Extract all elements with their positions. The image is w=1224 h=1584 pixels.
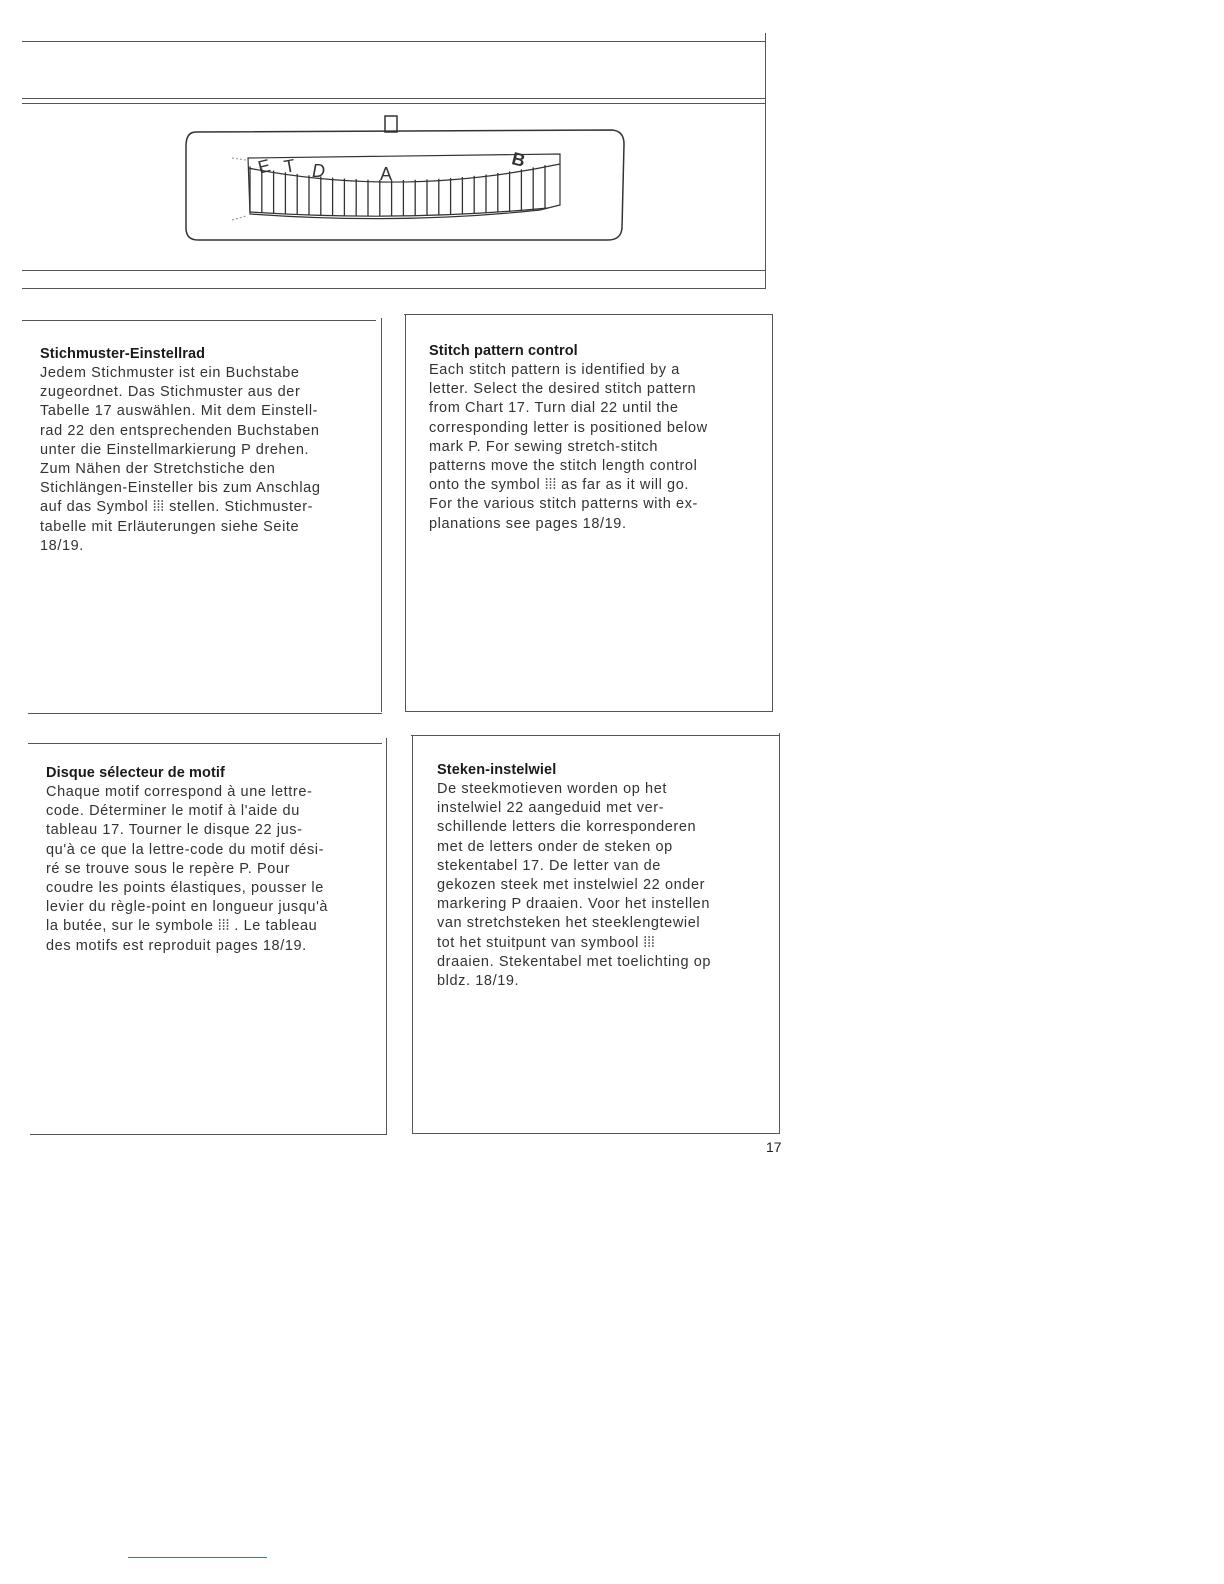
stitch-dial-illustration bbox=[0, 0, 1224, 320]
panel-de-top bbox=[22, 320, 376, 321]
dial-letter-d: D bbox=[312, 161, 325, 181]
section-title-en: Stitch pattern control bbox=[429, 343, 578, 359]
page-number: 17 bbox=[766, 1139, 782, 1155]
section-title-de: Stichmuster-Einstellrad bbox=[40, 346, 206, 362]
dial-letter-a: A bbox=[380, 164, 393, 184]
panel-de bbox=[40, 346, 376, 556]
mark-p-indicator bbox=[385, 116, 397, 132]
panel-nl bbox=[437, 762, 773, 991]
section-body-fr: Chaque motif correspond à une lettre- code. Déterminer le motif à l'aide du tableau 17. Tourner le disque 22 jus- qu'à ce que la lettre-code du motif dési- ré se trouve sous le repère P. Pour coudre les points élastiques, pousser le levier du règle-point en longueur jusqu'à la butée, sur le symbole ⦙⦙⦙ . Le tableau des motifs est reproduit pages 18/19. bbox=[46, 784, 329, 954]
panel-nl-top bbox=[411, 735, 779, 736]
panel-de-bottom bbox=[28, 713, 382, 714]
footer-rule bbox=[128, 1557, 267, 1558]
panel-fr-bottom bbox=[30, 1134, 387, 1135]
panel-nl-left bbox=[412, 735, 413, 1133]
panel-en-left bbox=[405, 314, 406, 712]
panel-fr-top bbox=[28, 743, 382, 744]
panel-en-bottom bbox=[405, 711, 773, 712]
section-title-nl: Steken-instelwiel bbox=[437, 762, 557, 778]
section-body-en: Each stitch pattern is identified by a letter. Select the desired stitch pattern from Chart 17. Turn dial 22 until the corresponding letter is positioned below mark P. For sewing stretch-stitch patterns move the stitch length control onto the symbol ⦙⦙⦙ as far as it will go. For the various stitch patterns with ex- planations see pages 18/19. bbox=[429, 362, 708, 532]
panel-de-right bbox=[381, 318, 382, 712]
dial-letter-e: E bbox=[255, 155, 273, 178]
dial-housing bbox=[186, 130, 624, 240]
panel-en bbox=[429, 343, 765, 534]
section-title-fr: Disque sélecteur de motif bbox=[46, 765, 225, 781]
section-body-de: Jedem Stichmuster ist ein Buchstabe zugeordnet. Das Stichmuster aus der Tabelle 17 auswählen. Mit dem Einstell- rad 22 den entsprechenden Buchstaben unter die Einstellmarkierung P drehen. Zum Nähen der Stretchstiche den Stichlängen-Einsteller bis zum Anschlag auf das Symbol ⦙⦙⦙ stellen. Stichmuster- tabelle mit Erläuterungen siehe Seite 18/19. bbox=[40, 365, 321, 554]
panel-nl-right bbox=[779, 733, 780, 1133]
panel-en-right bbox=[772, 314, 773, 712]
dial-letter-t: T bbox=[282, 155, 297, 177]
dial-letter-b: B bbox=[509, 148, 528, 171]
panel-nl-bottom bbox=[412, 1133, 780, 1134]
panel-fr bbox=[46, 765, 382, 956]
panel-en-top bbox=[404, 314, 772, 315]
panel-fr-right bbox=[386, 738, 387, 1134]
section-body-nl: De steekmotieven worden op het instelwiel 22 aangeduid met ver- schillende letters die korresponderen met de letters onder de steken op stekentabel 17. De letter van de gekozen steek met instelwiel 22 onder markering P draaien. Voor het instellen van stretchsteken het steeklengtewiel tot het stuitpunt van symbool ⦙⦙⦙ draaien. Stekentabel met toelichting op bldz. 18/19. bbox=[437, 781, 712, 990]
